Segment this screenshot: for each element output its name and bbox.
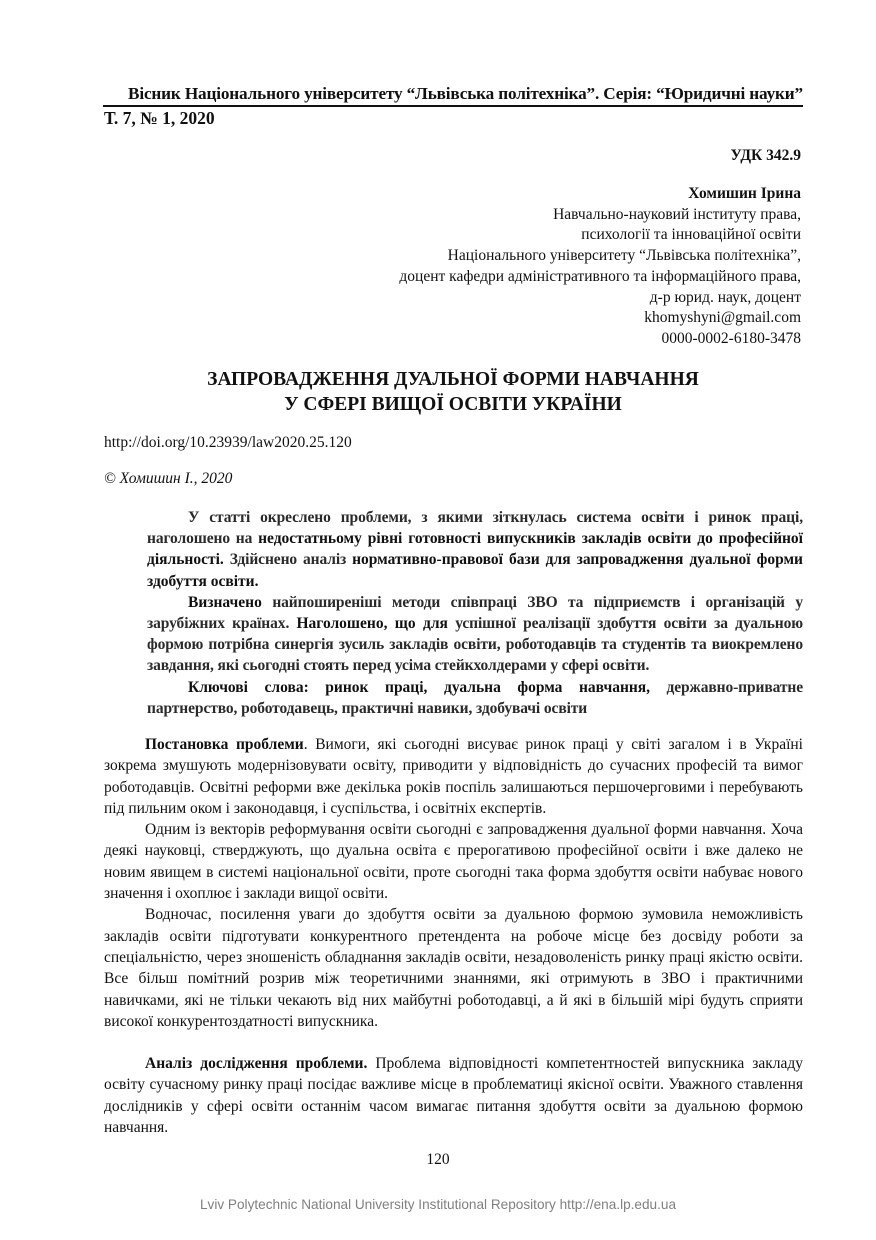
abstract-text: успішної реалізації здобуття освіти за дуальною формою потрібна синергія зусиль закладів освіти, роботодавців та студентів та виокремлено завдання, які сьогодні стоять перед усіма стейкхолдерами у сфері освіти.: [147, 615, 804, 675]
keywords: [147, 677, 803, 719]
abstract-text: найпоширеніші методи співпраці ЗВО та підприємств і організацій у зарубіжних країнах.: [147, 593, 803, 633]
page-number: 120: [426, 1151, 450, 1168]
author-degree: д-р юрид. наук, доцент: [649, 288, 801, 306]
abstract-emphasis: недостатньому рівні готовності випускників закладів освіти до професійної діяльності.: [147, 530, 803, 569]
udk-code: УДК 342.9: [730, 147, 801, 164]
keywords-label: Ключові слова:: [188, 678, 326, 696]
affiliation-line: Навчально-науковий інституту права,: [553, 205, 801, 223]
doi-link[interactable]: http://doi.org/10.23939/law2020.25.120: [104, 434, 352, 451]
abstract: [147, 507, 803, 719]
article-title: [103, 367, 803, 417]
paragraph-text: Проблема відповідності компетентностей випускника закладу освіту сучасному ринку праці посідає важливе місце в проблематиці якісної освіти. Уважного ставлення дослідників у сфері освіти останнім часом вимагає питання здобуття освіти за дуальною формою навчання.: [104, 1055, 803, 1137]
abstract-emphasis: нормативно-правової бази для запровадження дуальної форми здобуття освіти.: [147, 551, 803, 590]
affiliation-line: психології та інноваційної освіти: [581, 226, 801, 244]
issue-info: Т. 7, № 1, 2020: [104, 108, 215, 128]
paragraph-text: . Вимоги, які сьогодні висуває ринок праці у світі загалом і в Україні зокрема змушують модернізовувати освіту, приводити у відповідність до сучасних професій та вимог роботодавців. Освітні реформи вже декілька років поспіль залишаються першочерговими і перебувають під пильним оком і законодавця, і суспільства, і освітніх експертів.: [104, 736, 803, 817]
body-paragraph: Водночас, посилення уваги до здобуття освіти за дуальною формою зумовила неможливість закладів освіти підготувати конкурентного претендента на робоче місце без досвіду роботи за спеціальністю, через зношеність обладнання закладів освіти, незадоволеність ринку праці якістю освіти. Все більш помітний розрив між теоретичними знаннями, які отримують в ЗВО і практичними навичками, які не тільки чекають від них майбутні роботодавці, а й які в більшій мірі будуть сприяти високої конкурентоздатності випускника.: [104, 906, 803, 1030]
author-block: [399, 184, 801, 350]
abstract-emphasis: Наголошено, що для: [296, 615, 448, 633]
section-heading: Аналіз дослідження проблеми.: [145, 1055, 368, 1073]
body-paragraph: [104, 1053, 803, 1138]
abstract-emphasis: Визначено: [188, 593, 262, 611]
article-body: [104, 734, 803, 1138]
keywords-emphasis: ринок праці, дуальна форма навчання,: [325, 678, 651, 696]
affiliation-line: доцент кафедри адміністративного та інформаційного права,: [399, 267, 801, 285]
body-paragraph: Одним із векторів реформування освіти сьогодні є запровадження дуальної форми навчання. Хоча деякі науковці, стверджують, що дуальна освіта є прерогативою професійної освіти і вже далеко не новим явищем в системі національної освіти, проте сьогодні така форма здобуття освіти набуває нового значення і охоплює і заклади вищої освіти.: [104, 821, 803, 903]
abstract-text: У статті окреслено проблеми, з якими зіткнулась система освіти і ринок праці, наголошено на: [147, 509, 803, 548]
journal-title: Вісник Національного університету “Львівська політехніка”. Серія: “Юридичні науки”: [128, 84, 803, 103]
title-line: ЗАПРОВАДЖЕННЯ ДУАЛЬНОЇ ФОРМИ НАВЧАННЯ: [207, 369, 699, 390]
title-line: У СФЕРІ ВИЩОЇ ОСВІТИ УКРАЇНИ: [284, 394, 622, 415]
section-heading: Постановка проблеми: [145, 736, 304, 753]
body-paragraph: [104, 734, 803, 819]
author-orcid: 0000-0002-6180-3478: [661, 329, 801, 347]
keywords-text: державно-приватне партнерство, роботодавець, практичні навики, здобувачі освіти: [147, 678, 803, 717]
header-divider: [103, 105, 803, 107]
affiliation-line: Національного університету “Львівська політехніка”,: [447, 247, 801, 265]
copyright: © Хомишин І., 2020: [104, 470, 233, 487]
author-name: Хомишин Ірина: [688, 185, 801, 202]
abstract-paragraph: [147, 507, 803, 592]
repository-footer: Lviv Polytechnic National University Institutional Repository http://ena.lp.edu.ua: [199, 1197, 677, 1212]
author-email[interactable]: khomyshyni@gmail.com: [644, 309, 801, 327]
abstract-paragraph: [147, 592, 803, 677]
abstract-text: Здійснено аналіз: [223, 551, 353, 569]
